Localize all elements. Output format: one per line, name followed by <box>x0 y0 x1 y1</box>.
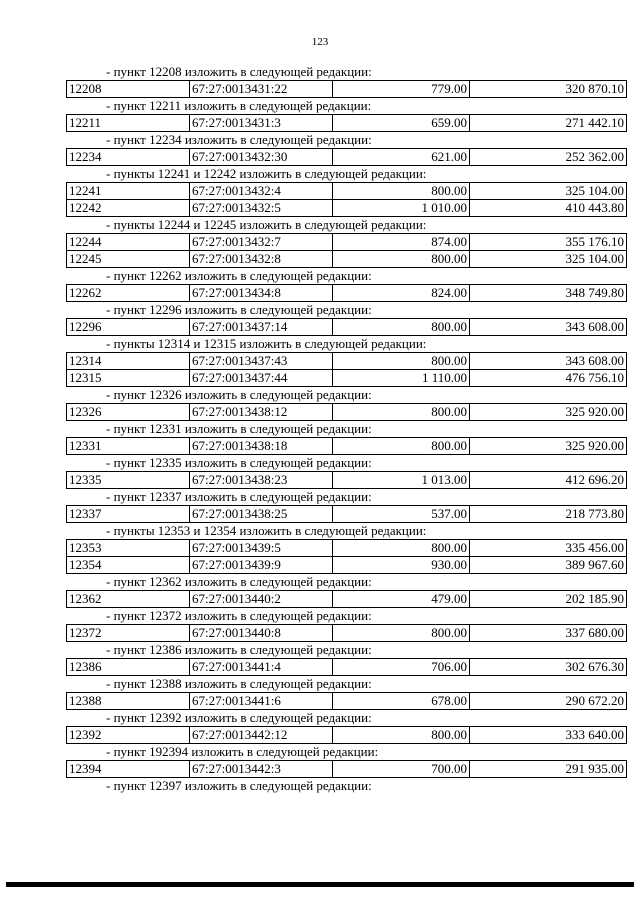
cadastral-value-cell: 412 696.20 <box>470 472 627 489</box>
cadastral-value-cell: 476 756.10 <box>470 370 627 387</box>
table-row <box>67 183 627 200</box>
area-cell: 700.00 <box>333 761 470 778</box>
entries-table <box>66 590 627 608</box>
section-heading: - пункт 12386 изложить в следующей редакции: <box>106 642 372 657</box>
cadastral-value-cell: 320 870.10 <box>470 81 627 98</box>
cadastral-number-cell: 67:27:0013442:3 <box>190 761 333 778</box>
item-number-cell: 12331 <box>67 438 190 455</box>
cadastral-value-cell: 290 672.20 <box>470 693 627 710</box>
cadastral-value-cell: 325 920.00 <box>470 438 627 455</box>
item-number-cell: 12296 <box>67 319 190 336</box>
section-heading: - пункт 12335 изложить в следующей редакции: <box>106 455 372 470</box>
entries-table <box>66 182 627 217</box>
area-cell: 824.00 <box>333 285 470 302</box>
area-cell: 779.00 <box>333 81 470 98</box>
table-row <box>67 506 627 523</box>
section-heading: - пункт 12296 изложить в следующей редакции: <box>106 302 372 317</box>
entries-table <box>66 284 627 302</box>
cadastral-number-cell: 67:27:0013437:44 <box>190 370 333 387</box>
area-cell: 659.00 <box>333 115 470 132</box>
cadastral-number-cell: 67:27:0013431:22 <box>190 81 333 98</box>
item-number-cell: 12262 <box>67 285 190 302</box>
cadastral-value-cell: 325 920.00 <box>470 404 627 421</box>
area-cell: 800.00 <box>333 727 470 744</box>
entries-table <box>66 403 627 421</box>
section-heading: - пункты 12241 и 12242 изложить в следующей редакции: <box>106 166 427 181</box>
entries-table <box>66 760 627 778</box>
cadastral-value-cell: 337 680.00 <box>470 625 627 642</box>
section-heading: - пункт 12337 изложить в следующей редакции: <box>106 489 372 504</box>
area-cell: 706.00 <box>333 659 470 676</box>
cadastral-value-cell: 252 362.00 <box>470 149 627 166</box>
cadastral-number-cell: 67:27:0013440:8 <box>190 625 333 642</box>
cadastral-value-cell: 410 443.80 <box>470 200 627 217</box>
area-cell: 537.00 <box>333 506 470 523</box>
cadastral-number-cell: 67:27:0013431:3 <box>190 115 333 132</box>
cadastral-number-cell: 67:27:0013438:12 <box>190 404 333 421</box>
entries-table <box>66 114 627 132</box>
area-cell: 678.00 <box>333 693 470 710</box>
item-number-cell: 12211 <box>67 115 190 132</box>
table-row <box>67 353 627 370</box>
entries-table <box>66 726 627 744</box>
cadastral-number-cell: 67:27:0013441:4 <box>190 659 333 676</box>
item-number-cell: 12353 <box>67 540 190 557</box>
cadastral-number-cell: 67:27:0013438:25 <box>190 506 333 523</box>
table-row <box>67 319 627 336</box>
item-number-cell: 12208 <box>67 81 190 98</box>
section-heading: - пункт 12392 изложить в следующей редакции: <box>106 710 372 725</box>
item-number-cell: 12241 <box>67 183 190 200</box>
entries-table <box>66 471 627 489</box>
cadastral-number-cell: 67:27:0013437:43 <box>190 353 333 370</box>
cadastral-value-cell: 325 104.00 <box>470 251 627 268</box>
cadastral-value-cell: 348 749.80 <box>470 285 627 302</box>
item-number-cell: 12245 <box>67 251 190 268</box>
table-row <box>67 540 627 557</box>
section-heading: - пункт 12326 изложить в следующей редакции: <box>106 387 372 402</box>
table-row <box>67 200 627 217</box>
area-cell: 1 013.00 <box>333 472 470 489</box>
area-cell: 479.00 <box>333 591 470 608</box>
cadastral-number-cell: 67:27:0013432:5 <box>190 200 333 217</box>
area-cell: 1 110.00 <box>333 370 470 387</box>
section-heading: - пункт 192394 изложить в следующей редакции: <box>106 744 379 759</box>
cadastral-value-cell: 202 185.90 <box>470 591 627 608</box>
item-number-cell: 12335 <box>67 472 190 489</box>
cadastral-number-cell: 67:27:0013441:6 <box>190 693 333 710</box>
cadastral-number-cell: 67:27:0013432:30 <box>190 149 333 166</box>
cadastral-number-cell: 67:27:0013439:5 <box>190 540 333 557</box>
cadastral-number-cell: 67:27:0013434:8 <box>190 285 333 302</box>
entries-table <box>66 505 627 523</box>
section-heading: - пункты 12314 и 12315 изложить в следующей редакции: <box>106 336 427 351</box>
section-heading: - пункт 12397 изложить в следующей редакции: <box>106 778 372 793</box>
section-heading: - пункт 12208 изложить в следующей редакции: <box>106 64 372 79</box>
section-heading: - пункт 12372 изложить в следующей редакции: <box>106 608 372 623</box>
area-cell: 800.00 <box>333 404 470 421</box>
item-number-cell: 12234 <box>67 149 190 166</box>
cadastral-value-cell: 343 608.00 <box>470 353 627 370</box>
area-cell: 621.00 <box>333 149 470 166</box>
item-number-cell: 12314 <box>67 353 190 370</box>
cadastral-number-cell: 67:27:0013438:23 <box>190 472 333 489</box>
area-cell: 800.00 <box>333 540 470 557</box>
cadastral-number-cell: 67:27:0013440:2 <box>190 591 333 608</box>
item-number-cell: 12362 <box>67 591 190 608</box>
cadastral-value-cell: 218 773.80 <box>470 506 627 523</box>
table-row <box>67 81 627 98</box>
entries-table <box>66 539 627 574</box>
document-body <box>66 64 624 794</box>
area-cell: 874.00 <box>333 234 470 251</box>
entries-table <box>66 318 627 336</box>
entries-table <box>66 233 627 268</box>
section-heading: - пункт 12388 изложить в следующей редакции: <box>106 676 372 691</box>
item-number-cell: 12337 <box>67 506 190 523</box>
section-heading: - пункт 12362 изложить в следующей редакции: <box>106 574 372 589</box>
item-number-cell: 12354 <box>67 557 190 574</box>
entries-table <box>66 692 627 710</box>
table-row <box>67 659 627 676</box>
cadastral-value-cell: 335 456.00 <box>470 540 627 557</box>
area-cell: 800.00 <box>333 353 470 370</box>
entries-table <box>66 658 627 676</box>
area-cell: 1 010.00 <box>333 200 470 217</box>
entries-table <box>66 352 627 387</box>
cadastral-number-cell: 67:27:0013442:12 <box>190 727 333 744</box>
item-number-cell: 12244 <box>67 234 190 251</box>
cadastral-value-cell: 389 967.60 <box>470 557 627 574</box>
item-number-cell: 12326 <box>67 404 190 421</box>
cadastral-value-cell: 271 442.10 <box>470 115 627 132</box>
table-row <box>67 727 627 744</box>
item-number-cell: 12242 <box>67 200 190 217</box>
section-heading: - пункт 12211 изложить в следующей редакции: <box>106 98 372 113</box>
page-number: 123 <box>311 36 329 48</box>
bottom-rule <box>6 882 634 887</box>
table-row <box>67 693 627 710</box>
item-number-cell: 12392 <box>67 727 190 744</box>
area-cell: 800.00 <box>333 625 470 642</box>
table-row <box>67 761 627 778</box>
cadastral-number-cell: 67:27:0013432:7 <box>190 234 333 251</box>
cadastral-value-cell: 291 935.00 <box>470 761 627 778</box>
table-row <box>67 115 627 132</box>
table-row <box>67 591 627 608</box>
table-row <box>67 251 627 268</box>
table-row <box>67 404 627 421</box>
cadastral-number-cell: 67:27:0013437:14 <box>190 319 333 336</box>
table-row <box>67 285 627 302</box>
entries-table <box>66 148 627 166</box>
area-cell: 800.00 <box>333 319 470 336</box>
table-row <box>67 234 627 251</box>
area-cell: 930.00 <box>333 557 470 574</box>
entries-table <box>66 80 627 98</box>
section-heading: - пункт 12331 изложить в следующей редакции: <box>106 421 372 436</box>
cadastral-value-cell: 325 104.00 <box>470 183 627 200</box>
cadastral-number-cell: 67:27:0013438:18 <box>190 438 333 455</box>
table-row <box>67 370 627 387</box>
entries-table <box>66 624 627 642</box>
item-number-cell: 12386 <box>67 659 190 676</box>
item-number-cell: 12388 <box>67 693 190 710</box>
table-row <box>67 472 627 489</box>
table-row <box>67 557 627 574</box>
area-cell: 800.00 <box>333 438 470 455</box>
cadastral-number-cell: 67:27:0013439:9 <box>190 557 333 574</box>
area-cell: 800.00 <box>333 183 470 200</box>
section-heading: - пункт 12262 изложить в следующей редакции: <box>106 268 372 283</box>
table-row <box>67 149 627 166</box>
table-row <box>67 438 627 455</box>
section-heading: - пункты 12353 и 12354 изложить в следующей редакции: <box>106 523 427 538</box>
section-heading: - пункты 12244 и 12245 изложить в следующей редакции: <box>106 217 427 232</box>
item-number-cell: 12315 <box>67 370 190 387</box>
item-number-cell: 12372 <box>67 625 190 642</box>
cadastral-value-cell: 343 608.00 <box>470 319 627 336</box>
area-cell: 800.00 <box>333 251 470 268</box>
entries-table <box>66 437 627 455</box>
cadastral-number-cell: 67:27:0013432:8 <box>190 251 333 268</box>
cadastral-value-cell: 355 176.10 <box>470 234 627 251</box>
item-number-cell: 12394 <box>67 761 190 778</box>
cadastral-number-cell: 67:27:0013432:4 <box>190 183 333 200</box>
section-heading: - пункт 12234 изложить в следующей редакции: <box>106 132 372 147</box>
table-row <box>67 625 627 642</box>
cadastral-value-cell: 302 676.30 <box>470 659 627 676</box>
cadastral-value-cell: 333 640.00 <box>470 727 627 744</box>
